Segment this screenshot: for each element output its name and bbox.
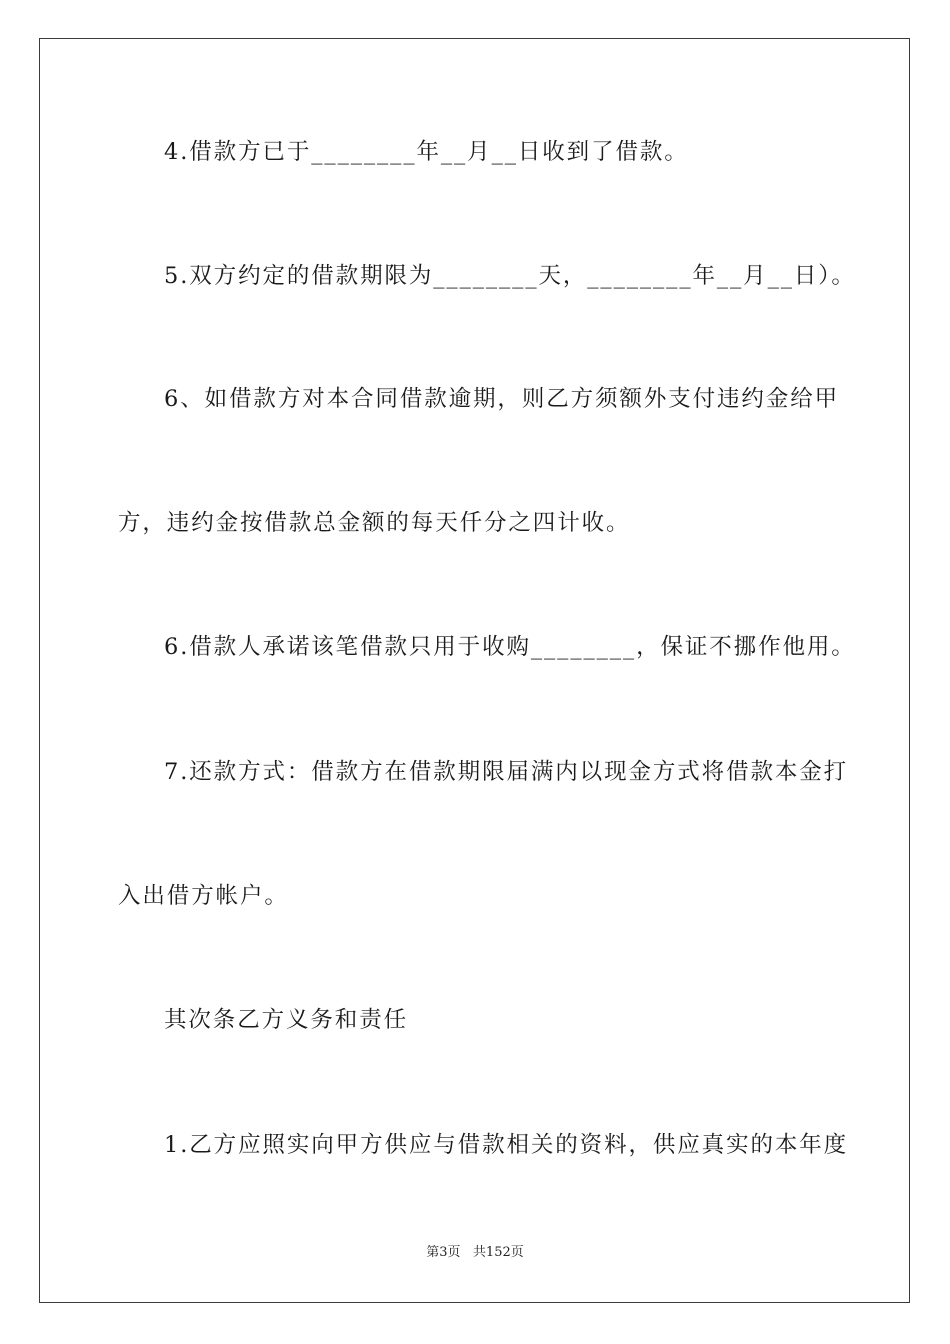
clause-6-overdue-penalty: 6、如借款方对本合同借款逾期，则乙方须额外支付违约金给甲 — [164, 386, 840, 412]
section-heading-party-b-duties: 其次条乙方义务和责任 — [164, 1007, 409, 1033]
clause-5-loan-term: 5.双方约定的借款期限为________天，________年__月__日）。 — [164, 263, 856, 289]
clause-6-loan-purpose: 6.借款人承诺该笔借款只用于收购________，保证不挪作他用。 — [164, 634, 856, 660]
party-b-clause-1: 1.乙方应照实向甲方供应与借款相关的资料，供应真实的本年度 — [164, 1132, 849, 1158]
page-number-footer: 第3页 共152页 — [426, 1245, 524, 1260]
clause-6-overdue-penalty-continued: 方，违约金按借款总金额的每天仟分之四计收。 — [118, 510, 631, 536]
document-page — [39, 38, 910, 1303]
clause-7-repayment-method-continued: 入出借方帐户。 — [118, 883, 289, 909]
clause-4-loan-received: 4.借款方已于________年__月__日收到了借款。 — [164, 139, 689, 165]
clause-7-repayment-method: 7.还款方式：借款方在借款期限届满内以现金方式将借款本金打 — [164, 759, 849, 785]
